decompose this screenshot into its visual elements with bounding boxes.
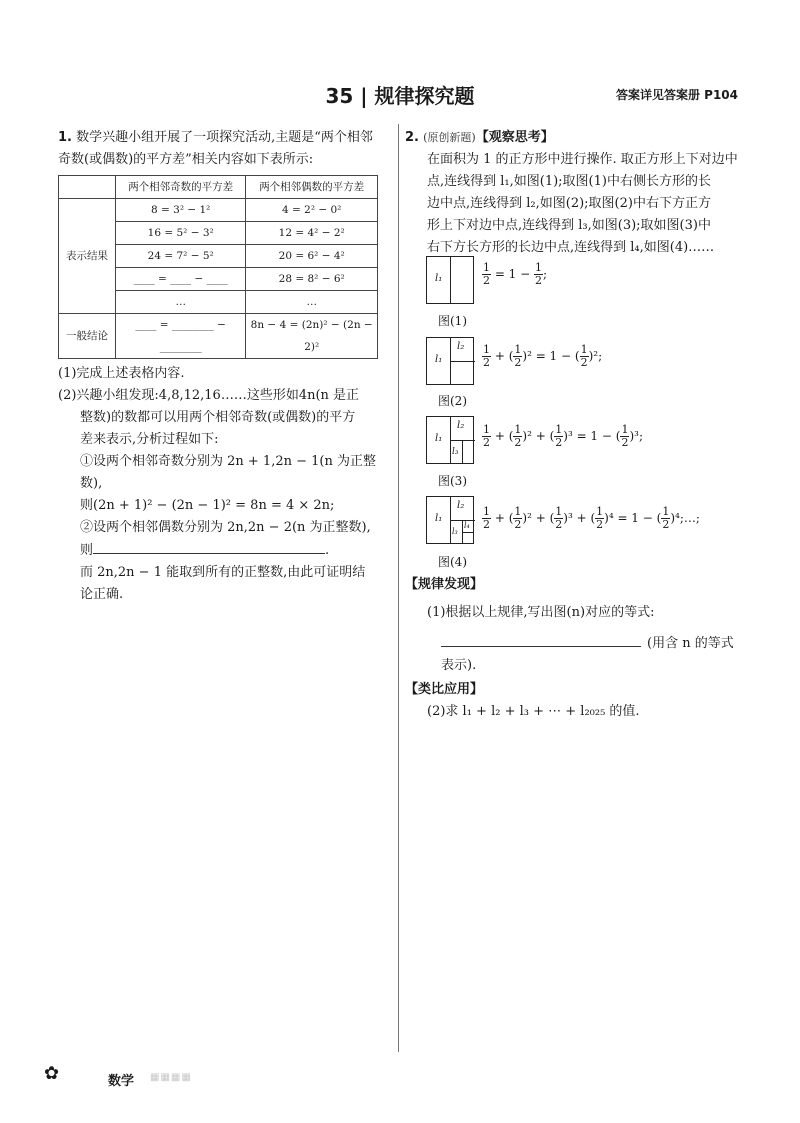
label-l4: l₄	[464, 521, 470, 530]
q1-step2-line2: 则 .	[58, 539, 388, 562]
q2-find-line1: (1)根据以上规律,写出图(n)对应的等式:	[427, 605, 655, 620]
footer-subject: 数学	[108, 1074, 135, 1089]
table-header-odd: 两个相邻奇数的平方差	[116, 176, 246, 199]
q1-intro-line2: 奇数(或偶数)的平方差”相关内容如下表所示:	[58, 152, 314, 167]
fraction: $\frac{1}{2}$	[596, 505, 604, 531]
fraction: $\frac{1}{2}$	[662, 505, 670, 531]
table-cell-blank[interactable]: ____ = ________ − ________	[116, 314, 246, 359]
q1-step2-line1: ②设两个相邻偶数分别为 2n,2n − 2(n 为正整数),	[80, 520, 371, 535]
q1-part1: (1)完成上述表格内容.	[58, 366, 185, 381]
table-cell: 8 = 3² − 1²	[116, 199, 246, 222]
q2-find-line2: (用含 n 的等式	[405, 632, 750, 655]
q2-text-line2: 点,连线得到 l₁,如图(1);取图(1)中右侧长方形的长	[427, 174, 711, 189]
line-l2	[450, 361, 475, 362]
equation-2: $\frac{1}{2}$ + ( $\frac{1}{2}$ )² = 1 − ( $\frac{1}{2}$ )²;	[483, 343, 603, 369]
label-l1: l₁	[435, 354, 443, 365]
fraction: $\frac{1}{2}$	[535, 261, 543, 287]
table-cell: …	[116, 291, 246, 314]
table-cell: 28 = 8² − 6²	[246, 268, 378, 291]
fraction: $\frac{1}{2}$	[514, 423, 522, 449]
equation-3: $\frac{1}{2}$ + ( $\frac{1}{2}$ )² + ( $\frac{1}{2}$ )³ = 1 − ( $\frac{1}{2}$ )³;	[483, 423, 643, 449]
table-cell: 16 = 5² − 3²	[116, 222, 246, 245]
line-l3	[462, 440, 463, 464]
fraction: $\frac{1}{2}$	[580, 343, 588, 369]
line-l4	[462, 532, 474, 533]
q1-intro-line1: 1. 数学兴趣小组开展了一项探究活动,主题是“两个相邻	[58, 130, 373, 145]
section-apply: 【类比应用】	[405, 682, 484, 697]
question-2	[405, 127, 750, 259]
fraction: $\frac{1}{2}$	[483, 343, 490, 369]
label-l3: l₃	[452, 447, 459, 457]
figure-2-label: 图(2)	[438, 394, 467, 408]
table-corner	[59, 176, 116, 199]
table-cell: 4 = 2² − 0²	[246, 199, 378, 222]
fraction: $\frac{1}{2}$	[514, 505, 522, 531]
figure-3-label: 图(3)	[438, 474, 467, 488]
fraction: $\frac{1}{2}$	[621, 423, 629, 449]
fraction: $\frac{1}{2}$	[555, 423, 563, 449]
figure-4-label: 图(4)	[438, 555, 467, 569]
q2-tag: (原创新题)	[423, 131, 476, 144]
fraction: $\frac{1}{2}$	[555, 505, 563, 531]
q1-part2-line1: (2)兴趣小组发现:4,8,12,16……这些形如4n(n 是正	[58, 388, 360, 403]
figure-2	[426, 337, 474, 385]
q1-number: 1.	[58, 130, 72, 145]
q1-step1-line2: 数),	[80, 476, 103, 491]
equation-1: $\frac{1}{2}$ = 1 − $\frac{1}{2}$ ;	[483, 261, 548, 287]
q2-text-line3: 边中点,连线得到 l₂,如图(2);取图(2)中右下方正方	[427, 196, 711, 211]
label-l2: l₂	[457, 420, 465, 431]
answer-blank[interactable]	[441, 632, 641, 647]
table-row-label-result: 表示结果	[59, 199, 116, 314]
page-title: 35 | 规律探究题	[325, 84, 475, 108]
figure-1-label: 图(1)	[438, 314, 467, 328]
q1-table	[58, 175, 378, 359]
column-divider	[398, 124, 399, 1052]
table-cell: …	[246, 291, 378, 314]
q1-conclusion-line1: 而 2n,2n − 1 能取到所有的正整数,由此可证明结	[80, 565, 366, 580]
q1-part2-line2: 整数)的数都可以用两个相邻奇数(或偶数)的平方	[80, 410, 356, 425]
answer-reference: 答案详见答案册 P104	[615, 88, 738, 102]
label-l1: l₁	[435, 433, 443, 444]
table-cell: 8n − 4 = (2n)² − (2n − 2)²	[246, 314, 378, 359]
figure-3	[426, 416, 474, 464]
q2-apply: (2)求 l₁ + l₂ + l₃ + ⋯ + l₂₀₂₅ 的值.	[427, 704, 640, 719]
fraction: $\frac{1}{2}$	[483, 505, 490, 531]
table-cell: 24 = 7² − 5²	[116, 245, 246, 268]
mascot-icon: ✿	[44, 1063, 60, 1084]
fraction: $\frac{1}{2}$	[483, 261, 490, 287]
label-l2: l₂	[457, 341, 465, 352]
fraction: $\frac{1}{2}$	[483, 423, 490, 449]
q2-find-line3: 表示).	[441, 658, 477, 673]
line-l1	[450, 256, 475, 304]
q2-text-line1: 在面积为 1 的正方形中进行操作. 取正方形上下对边中	[427, 152, 738, 167]
q1-step1-line3: 则(2n + 1)² − (2n − 1)² = 8n = 4 × 2n;	[80, 498, 335, 513]
question-1	[58, 127, 388, 606]
label-l3: l₃	[452, 527, 458, 536]
label-l1: l₁	[435, 273, 443, 284]
q2-text-line4: 形上下对边中点,连线得到 l₃,如图(3);取如图(3)中	[427, 218, 711, 233]
q2-rule-section	[405, 574, 750, 723]
section-observe: 【观察思考】	[475, 130, 554, 145]
label-l1: l₁	[435, 513, 443, 524]
table-cell: 12 = 4² − 2²	[246, 222, 378, 245]
q1-step1-line1: ①设两个相邻奇数分别为 2n + 1,2n − 1(n 为正整	[80, 454, 376, 469]
section-find: 【规律发现】	[405, 577, 484, 592]
equation-4: $\frac{1}{2}$ + ( $\frac{1}{2}$ )² + ( $\frac{1}{2}$ )³ + ( $\frac{1}{2}$ )⁴ = 1 − ( $\frac{1}{2}$ )⁴;…;	[483, 505, 700, 531]
q1-part2-line3: 差来表示,分析过程如下:	[80, 432, 219, 447]
table-cell-blank[interactable]: ____ = ____ − ____	[116, 268, 246, 291]
q2-number: 2.	[405, 130, 419, 145]
fraction: $\frac{1}{2}$	[514, 343, 522, 369]
figure-4	[426, 496, 474, 544]
table-row-label-general: 一般结论	[59, 314, 116, 359]
q1-conclusion-line2: 论正确.	[80, 587, 124, 602]
q2-text-line5: 右下方长方形的长边中点,连线得到 l₄,如图(4)……	[427, 240, 715, 255]
table-header-even: 两个相邻偶数的平方差	[246, 176, 378, 199]
q2-heading	[405, 127, 750, 149]
label-l2: l₂	[457, 500, 465, 511]
table-cell: 20 = 6² − 4²	[246, 245, 378, 268]
figure-1	[426, 256, 474, 304]
footer-decoration: ▦▦▦▦	[150, 1072, 192, 1083]
answer-blank[interactable]	[93, 539, 325, 554]
